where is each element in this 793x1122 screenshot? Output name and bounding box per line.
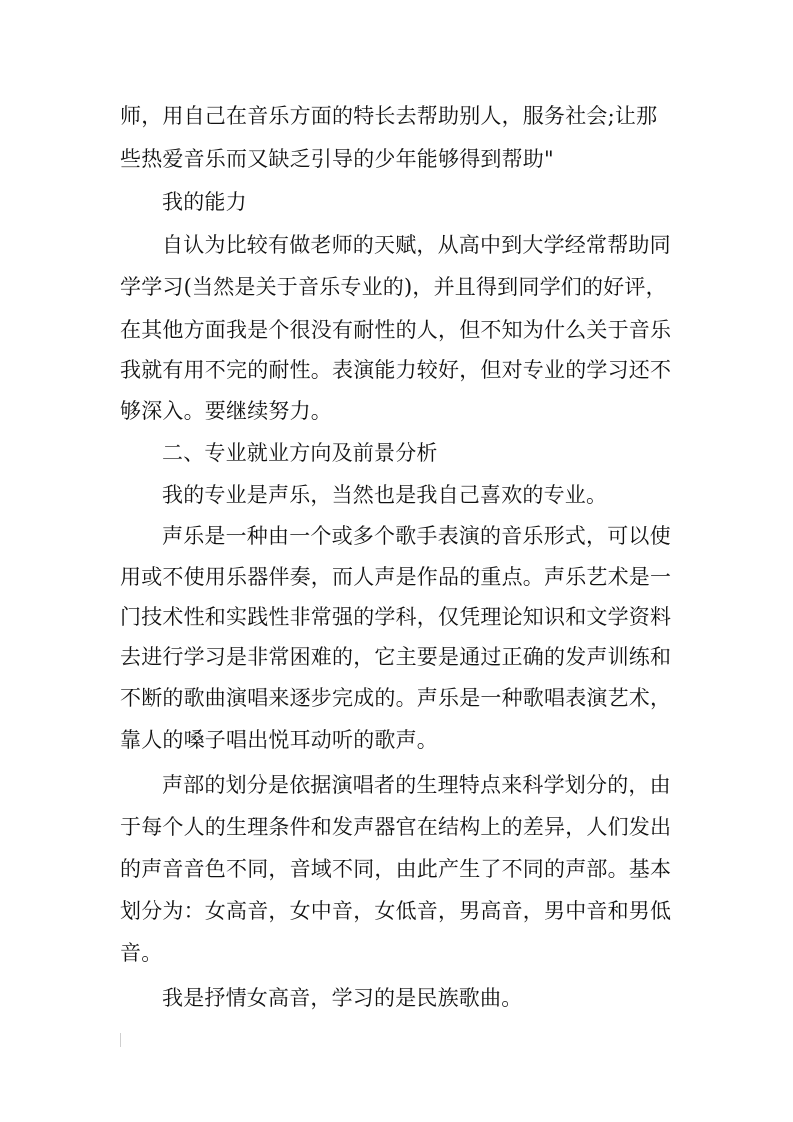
text-line: 声乐是一种由一个或多个歌手表演的音乐形式，可以使	[162, 524, 671, 548]
page-corner-mark	[120, 1033, 121, 1047]
text-line: 我就有用不完的耐性。表演能力较好，但对专业的学习还不	[120, 358, 672, 382]
text-line: 用或不使用乐器伴奏，而人声是作品的重点。声乐艺术是一	[120, 565, 672, 589]
text-line: 在其他方面我是个很没有耐性的人，但不知为什么关于音乐	[120, 318, 672, 342]
text-line: 师，用自己在音乐方面的特长去帮助别人，服务社会;让那	[120, 104, 658, 128]
text-line: 我的专业是声乐，当然也是我自己喜欢的专业。	[162, 483, 608, 507]
text-line: 音。	[120, 941, 163, 965]
text-line: 些热爱音乐而又缺乏引导的少年能够得到帮助"	[120, 147, 554, 171]
text-line: 声部的划分是依据演唱者的生理特点来科学划分的，由	[162, 773, 671, 797]
text-line: 门技术性和实践性非常强的学科，仅凭理论知识和文学资料	[120, 605, 672, 629]
text-line: 的声音音色不同，音域不同，由此产生了不同的声部。基本	[120, 857, 672, 881]
text-line: 靠人的嗓子唱出悦耳动听的歌声。	[120, 728, 438, 752]
text-line: 我是抒情女高音，学习的是民族歌曲。	[162, 986, 523, 1010]
section-heading: 我的能力	[162, 190, 247, 214]
text-line: 于每个人的生理条件和发声器官在结构上的差异，人们发出	[120, 815, 672, 839]
text-line: 去进行学习是非常困难的，它主要是通过正确的发声训练和	[120, 645, 672, 669]
text-line: 自认为比较有做老师的天赋，从高中到大学经常帮助同	[162, 233, 671, 257]
text-line: 划分为：女高音，女中音，女低音，男高音，男中音和男低	[120, 899, 672, 923]
text-line: 不断的歌曲演唱来逐步完成的。声乐是一种歌唱表演艺术，	[120, 686, 672, 710]
section-heading: 二、专业就业方向及前景分析	[162, 441, 438, 465]
text-line: 学学习(当然是关于音乐专业的)，并且得到同学们的好评，	[120, 275, 667, 299]
text-line: 够深入。要继续努力。	[120, 399, 332, 423]
